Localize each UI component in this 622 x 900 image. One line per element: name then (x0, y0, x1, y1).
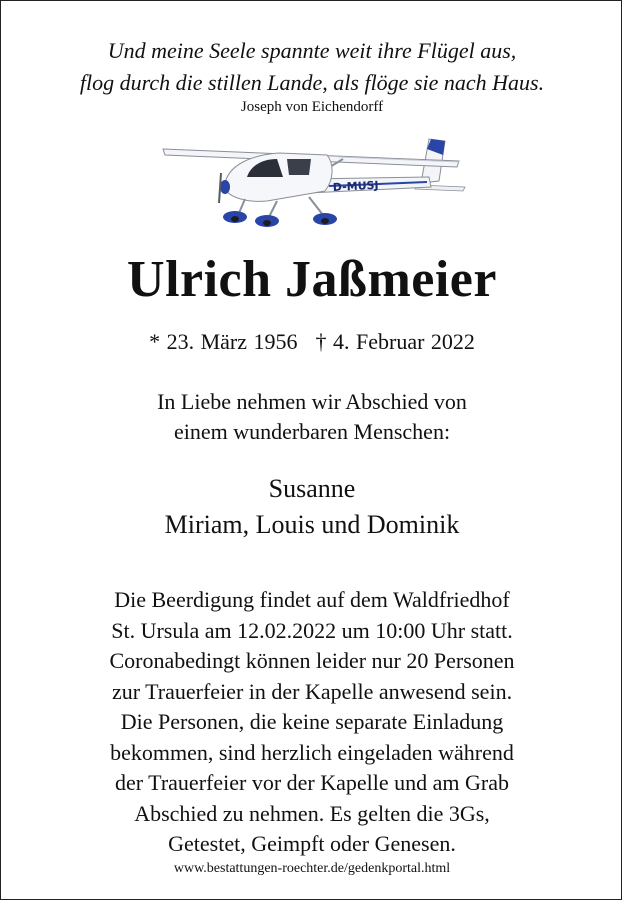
quote-line: flog durch die stillen Lande, als flöge sie nach Haus. (79, 70, 545, 95)
airplane-image (159, 131, 469, 231)
fuselage (225, 153, 332, 201)
info-line: zur Trauerfeier in der Kapelle anwesend sein. (111, 678, 513, 704)
info-line: St. Ursula am 12.02.2022 um 10:00 Uhr statt. (111, 617, 513, 643)
life-dates (1, 327, 622, 357)
info-line: der Trauerfeier vor der Kapelle und am Grab (114, 770, 509, 795)
info-line: Die Personen, die keine separate Einladung (120, 709, 504, 734)
farewell-text (1, 387, 622, 447)
family-line: Miriam, Louis und Dominik (164, 510, 460, 539)
info-line: Coronabedingt können leider nur 20 Personen (109, 648, 515, 673)
info-line: Abschied zu nehmen. Es gelten die 3Gs, (134, 800, 490, 826)
quote-line: Und meine Seele spannte weit ihre Flügel aus, (107, 38, 517, 63)
info-line: Die Beerdigung findet auf dem Waldfriedhof (114, 587, 510, 612)
quote-author: Joseph von Eichendorff (240, 99, 384, 115)
birth-date: * 23. März 1956 (149, 329, 298, 354)
registration-label: D-MUSJ (332, 178, 379, 194)
info-line: Getestet, Geimpft oder Genesen. (168, 831, 456, 856)
farewell-line: einem wunderbaren Menschen: (173, 419, 451, 444)
death-date: † 4. Februar 2022 (315, 329, 475, 354)
farewell-line: In Liebe nehmen wir Abschied von (157, 389, 467, 414)
deceased-name: Ulrich Jaßmeier (127, 251, 497, 308)
quote (1, 35, 622, 99)
info-line: bekommen, sind herzlich eingeladen während (110, 739, 514, 765)
family-line: Susanne (268, 474, 356, 503)
funeral-info (1, 585, 622, 860)
family-names (1, 471, 622, 543)
memorial-portal-link[interactable]: www.bestattungen-roechter.de/gedenkportal.html (173, 861, 451, 876)
